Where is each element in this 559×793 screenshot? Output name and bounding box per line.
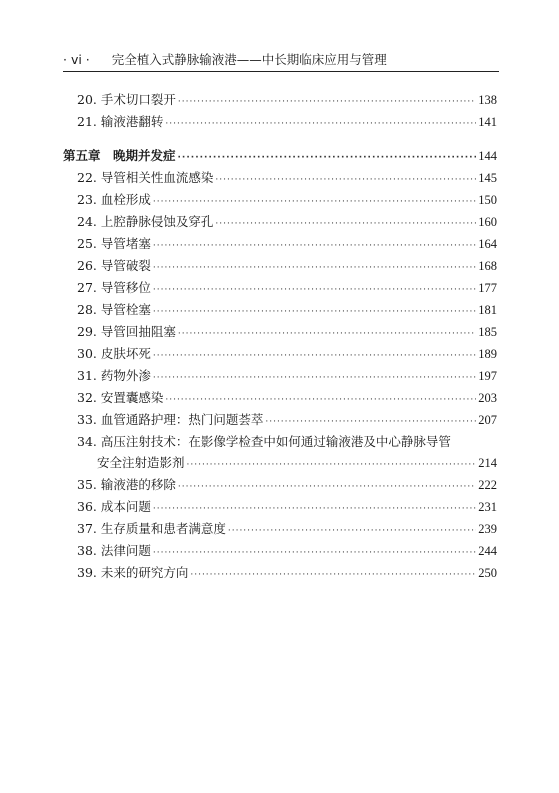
dot-leader — [165, 113, 476, 135]
dot-leader — [153, 345, 476, 367]
toc-entry-page: 164 — [478, 237, 497, 251]
table-of-contents — [63, 89, 497, 584]
toc-entry-32[interactable] — [63, 387, 497, 409]
toc-entry-page: 197 — [478, 369, 497, 383]
toc-entry-label: 26. 导管破裂 — [77, 258, 151, 273]
toc-entry-page: 244 — [478, 544, 497, 558]
toc-entry-label: 27. 导管移位 — [77, 280, 151, 295]
toc-entry-34-line-1[interactable] — [63, 431, 497, 452]
dot-leader — [215, 169, 476, 191]
toc-entry-label: 30. 皮肤坏死 — [77, 346, 151, 361]
dot-leader — [178, 91, 476, 113]
toc-entry-20[interactable] — [63, 89, 497, 111]
toc-entry-39[interactable] — [63, 562, 497, 584]
toc-entry-page: 168 — [478, 259, 497, 273]
toc-entry-27[interactable] — [63, 277, 497, 299]
toc-entry-page: 141 — [478, 115, 497, 129]
dot-leader — [215, 213, 476, 235]
toc-entry-page: 207 — [478, 413, 497, 427]
dot-leader — [153, 498, 476, 520]
toc-entry-label: 32. 安置囊感染 — [77, 390, 164, 405]
toc-entry-37[interactable] — [63, 518, 497, 540]
dot-leader — [178, 476, 476, 498]
dot-leader — [165, 389, 476, 411]
toc-entry-label: 24. 上腔静脉侵蚀及穿孔 — [77, 214, 214, 229]
toc-entry-page: 239 — [478, 522, 497, 536]
toc-entry-page: 214 — [478, 456, 497, 470]
dot-leader — [265, 411, 476, 433]
dot-leader — [228, 520, 476, 542]
toc-entry-page: 150 — [478, 193, 497, 207]
toc-entry-label: 38. 法律问题 — [77, 543, 151, 558]
header-rule — [63, 71, 499, 72]
book-title: 完全植入式静脉输液港——中长期临床应用与管理 — [111, 52, 387, 67]
toc-entry-label: 20. 手术切口裂开 — [77, 92, 176, 107]
page-number-marker: · vi · — [63, 52, 90, 67]
dot-leader — [178, 147, 477, 169]
toc-chapter-5[interactable] — [63, 145, 497, 167]
toc-entry-33[interactable] — [63, 409, 497, 431]
dot-leader — [190, 564, 476, 586]
dot-leader — [153, 279, 476, 301]
toc-entry-label: 36. 成本问题 — [77, 499, 151, 514]
dot-leader — [153, 257, 476, 279]
toc-entry-page: 185 — [478, 325, 497, 339]
toc-entry-35[interactable] — [63, 474, 497, 496]
toc-entry-label: 25. 导管堵塞 — [77, 236, 151, 251]
toc-entry-page: 138 — [478, 93, 497, 107]
toc-entry-label: 37. 生存质量和患者满意度 — [77, 521, 226, 536]
toc-entry-page: 177 — [478, 281, 497, 295]
toc-entry-label: 39. 未来的研究方向 — [77, 565, 189, 580]
toc-entry-label: 29. 导管回抽阻塞 — [77, 324, 176, 339]
toc-entry-26[interactable] — [63, 255, 497, 277]
toc-entry-22[interactable] — [63, 167, 497, 189]
toc-entry-label: 34. 高压注射技术：在影像学检查中如何通过输液港及中心静脉导管 — [77, 434, 451, 449]
toc-entry-page: 250 — [478, 566, 497, 580]
chapter-page: 144 — [478, 149, 497, 163]
toc-entry-label: 33. 血管通路护理：热门问题荟萃 — [77, 412, 264, 427]
dot-leader — [153, 542, 476, 564]
toc-entry-label: 35. 输液港的移除 — [77, 477, 176, 492]
toc-entry-38[interactable] — [63, 540, 497, 562]
toc-entry-31[interactable] — [63, 365, 497, 387]
chapter-title: 第五章 晚期并发症 — [63, 148, 176, 163]
toc-entry-page: 222 — [478, 478, 497, 492]
dot-leader — [153, 301, 476, 323]
toc-entry-23[interactable] — [63, 189, 497, 211]
toc-entry-label: 23. 血栓形成 — [77, 192, 151, 207]
toc-entry-28[interactable] — [63, 299, 497, 321]
toc-entry-label: 31. 药物外渗 — [77, 368, 151, 383]
toc-entry-label: 22. 导管相关性血流感染 — [77, 170, 214, 185]
toc-entry-label: 21. 输液港翻转 — [77, 114, 164, 129]
dot-leader — [153, 367, 476, 389]
toc-entry-24[interactable] — [63, 211, 497, 233]
toc-entry-label-continued: 安全注射造影剂 — [97, 455, 185, 470]
toc-entry-36[interactable] — [63, 496, 497, 518]
toc-entry-page: 203 — [478, 391, 497, 405]
toc-entry-page: 145 — [478, 171, 497, 185]
toc-entry-29[interactable] — [63, 321, 497, 343]
dot-leader — [153, 191, 476, 213]
toc-entry-label: 28. 导管栓塞 — [77, 302, 151, 317]
toc-entry-page: 160 — [478, 215, 497, 229]
toc-entry-34-line-2[interactable] — [63, 452, 497, 474]
toc-entry-page: 189 — [478, 347, 497, 361]
dot-leader — [153, 235, 476, 257]
toc-entry-page: 231 — [478, 500, 497, 514]
dot-leader — [178, 323, 476, 345]
running-head — [63, 50, 387, 68]
toc-entry-30[interactable] — [63, 343, 497, 365]
dot-leader — [187, 454, 477, 476]
toc-entry-page: 181 — [478, 303, 497, 317]
toc-entry-21[interactable] — [63, 111, 497, 133]
toc-entry-25[interactable] — [63, 233, 497, 255]
